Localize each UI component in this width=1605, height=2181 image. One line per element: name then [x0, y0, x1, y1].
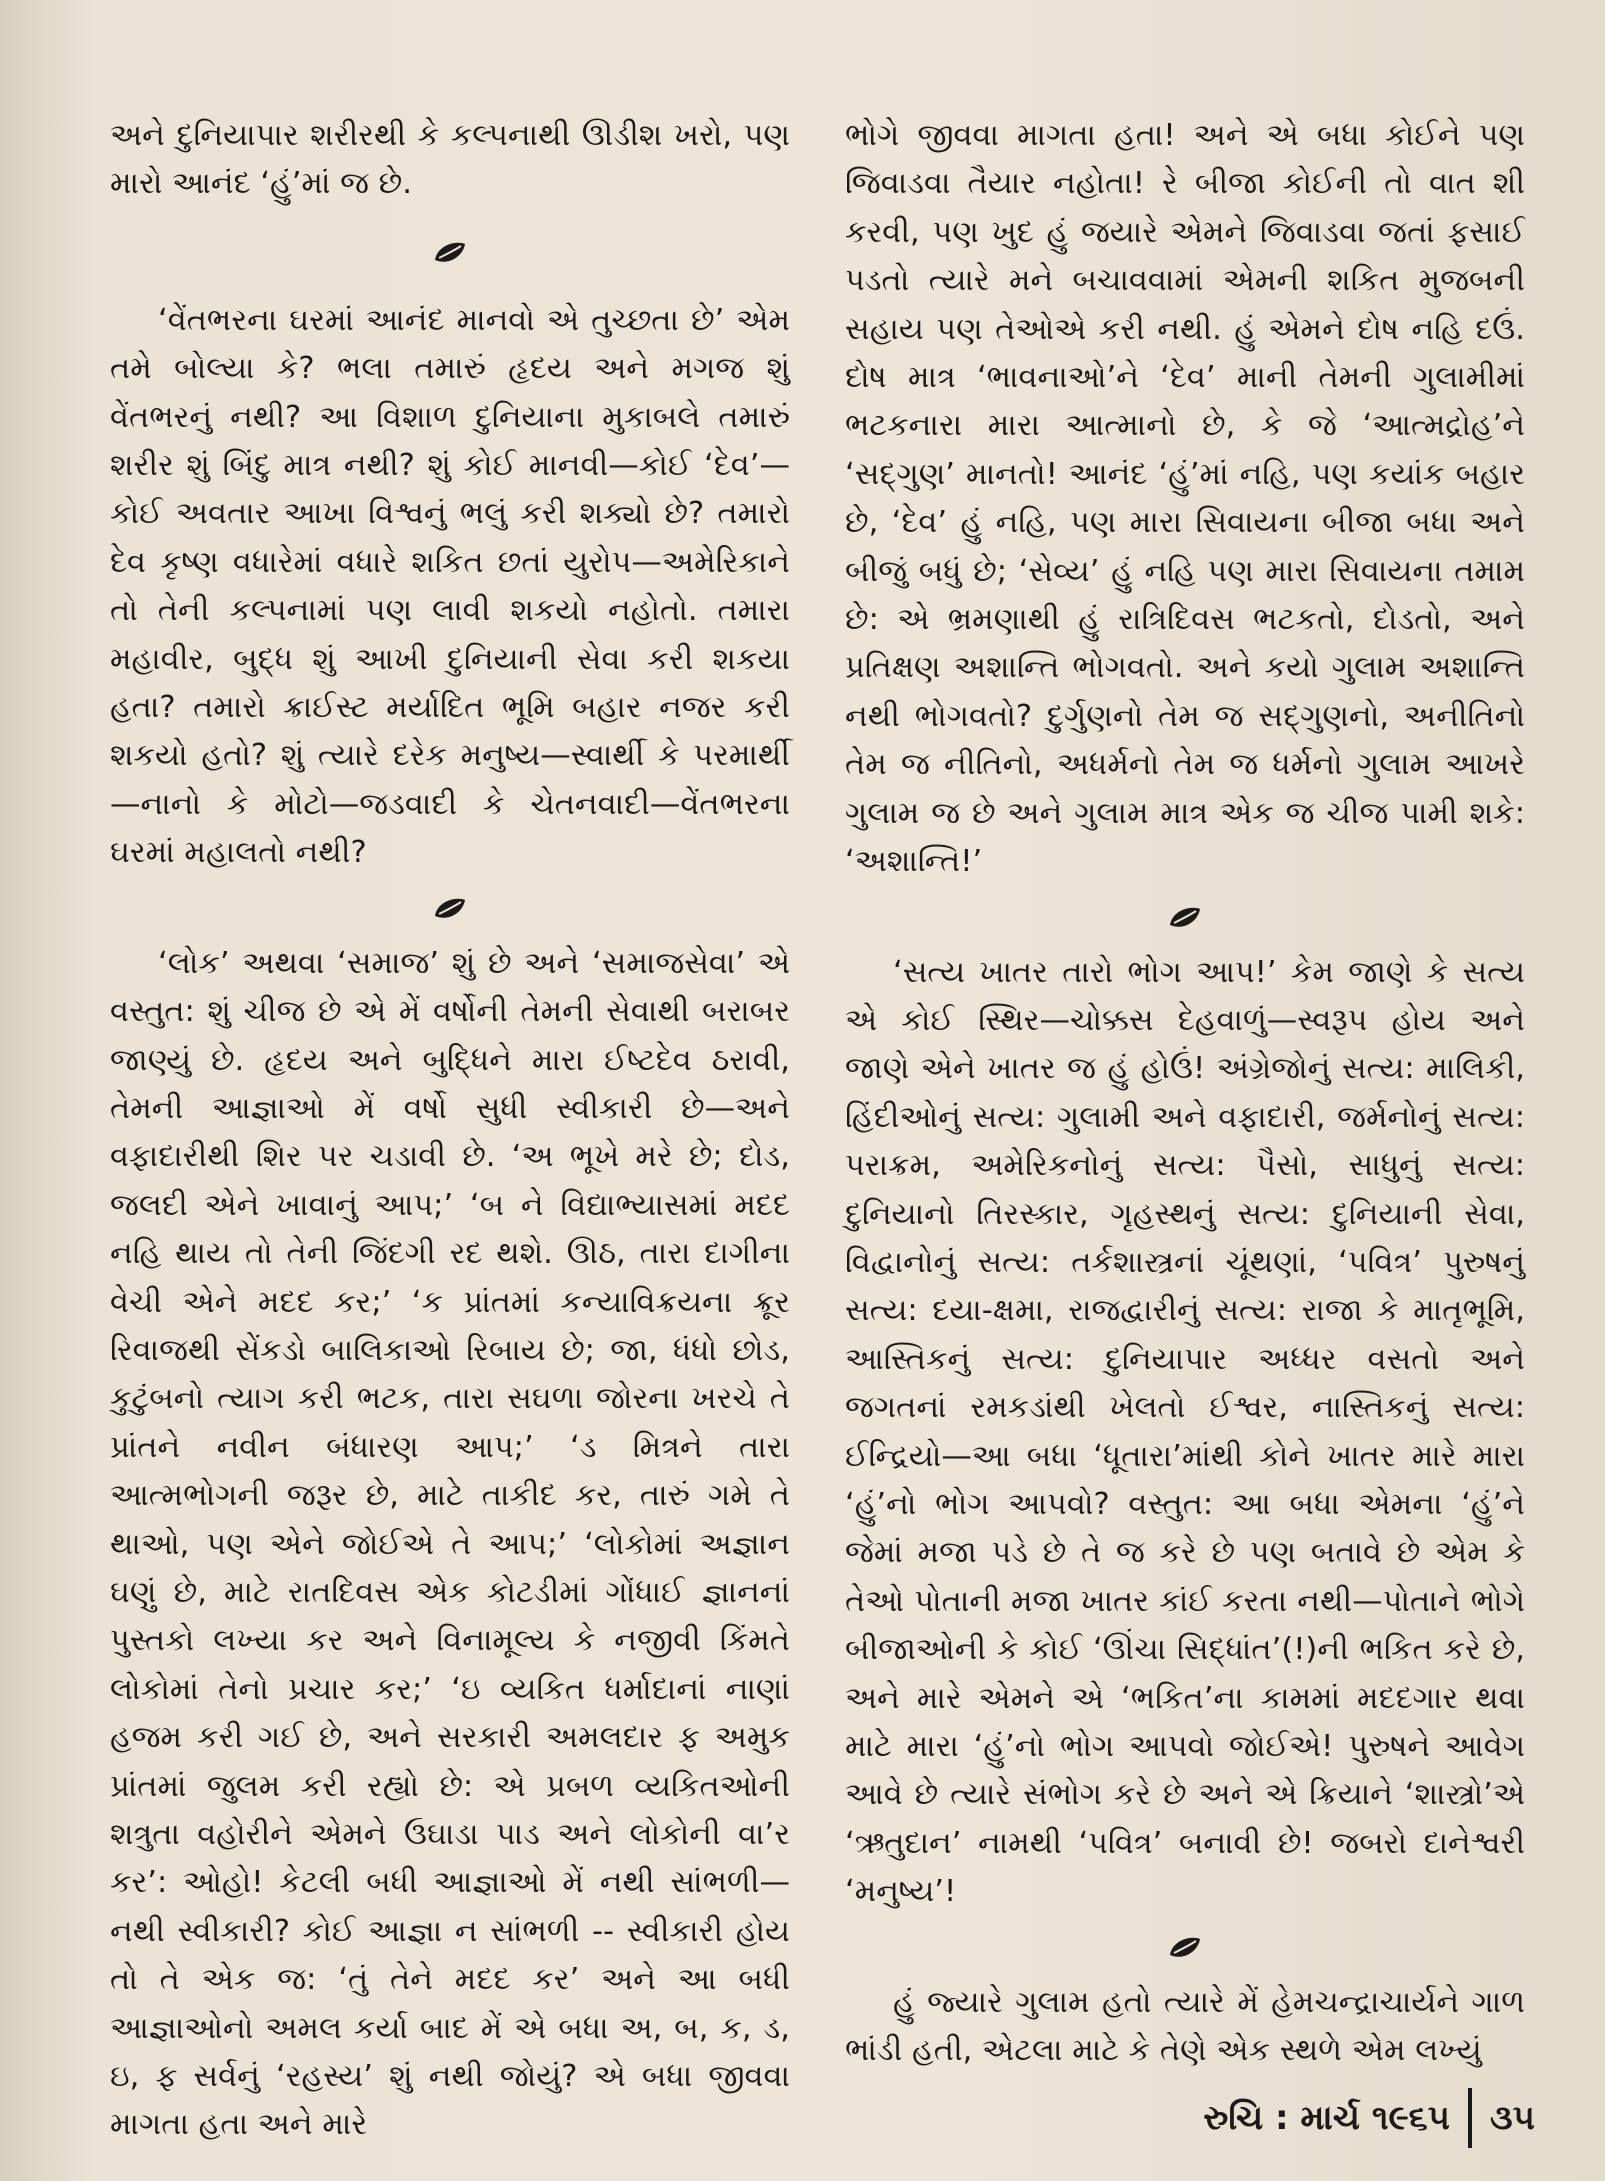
- leaf-ornament-icon: [1166, 903, 1204, 933]
- leaf-ornament-icon: [431, 238, 469, 268]
- paragraph: ‘લોક’ અથવા ‘સમાજ’ શું છે અને ‘સમાજસેવા’ એ વસ્તુત: શું ચીજ છે એ મેં વર્ષોની તેમની સેવાથી બરાબર જાણ્યું છે. હૃદય અને બુદ્ધિને મારા ઈષ્ટદેવ ઠરાવી, તેમની આજ્ઞાઓ મેં વર્ષો સુધી સ્વીકારી છે—અને વફાદારીથી શિર પર ચડાવી છે. ‘અ ભૂખે મરે છે; દોડ, જલદી એને ખાવાનું આપ;’ ‘બ ને વિદ્યાભ્યાસમાં મદદ નહિ થાય તો તેની જિંદગી રદ થશે. ઊઠ, તારા દાગીના વેચી એને મદદ કર;’ ‘ક પ્રાંતમાં કન્યાવિક્રયના ક્રૂર રિવાજથી સેંકડો બાલિકાઓ રિબાય છે; જા, ધંધો છોડ, કુટુંબનો ત્યાગ કરી ભટક, તારા સઘળા જોરના ખરચે તે પ્રાંતને નવીન બંધારણ આપ;’ ‘ડ મિત્રને તારા આત્મભોગની જરૂર છે, માટે તાકીદ કર, તારું ગમે તે થાઓ, પણ એને જોઈએ તે આપ;’ ‘લોકોમાં અજ્ઞાન ઘણું છે, માટે રાતદિવસ એક કોટડીમાં ગોંધાઈ જ્ઞાનનાં પુસ્તકો લખ્યા કર અને વિનામૂલ્ય કે નજીવી કિંમતે લોકોમાં તેનો પ્રચાર કર;’ ‘ઇ વ્યકિત ધર્માદાનાં નાણાં હજમ કરી ગઈ છે, અને સરકારી અમલદાર ફ અમુક પ્રાંતમાં જુલમ કરી રહ્યો છે: એ પ્રબળ વ્યકિતઓની શત્રુતા વહોરીને એમને ઉઘાડા પાડ અને લોકોની વા’ર કર’: ઓહો! કેટલી બધી આજ્ઞાઓ મેં નથી સાંભળી—નથી સ્વીકારી? કોઈ આજ્ઞા ન સાંભળી -- સ્વીકારી હોય તો તે એક જ: ‘તું તેને મદદ કર’ અને આ બધી આજ્ઞાઓનો અમલ કર્યા બાદ મેં એ બધા અ, બ, ક, ડ, ઇ, ફ સર્વનું ‘રહસ્ય’ શું નથી જોયું? એ બધા જીવવા માગતા હતા અને મારે: [110, 945, 790, 2143]
- paragraph: ‘સત્ય ખાતર તારો ભોગ આપ!’ કેમ જાણે કે સત્ય એ કોઈ સ્થિર—ચોક્કસ દેહવાળું—સ્વરૂપ હોય અને જાણે એને ખાતર જ હું હોઉં! અંગ્રેજોનું સત્ય: માલિકી, હિંદીઓનું સત્ય: ગુલામી અને વફાદારી, જર્મનોનું સત્ય: પરાક્રમ, અમેરિકનોનું સત્ય: પૈસો, સાધુનું સત્ય: દુનિયાનો તિરસ્કાર, ગૃહસ્થનું સત્ય: દુનિયાની સેવા, વિદ્વાનોનું સત્ય: તર્કશાસ્ત્રનાં ચૂંથણાં, ‘પવિત્ર’ પુરુષનું સત્ય: દયા-ક્ષમા, રાજદ્વારીનું સત્ય: રાજા કે માતૃભૂમિ, આસ્તિકનું સત્ય: દુનિયાપાર અધ્ધર વસતો અને જગતનાં રમકડાંથી ખેલતો ઈશ્વર, નાસ્તિકનું સત્ય: ઈન્દ્રિયો—આ બધા ‘ધૂતારા’માંથી કોને ખાતર મારે મારા ‘હું’નો ભોગ આપવો? વસ્તુત: આ બધા એમના ‘હું’ને જેમાં મજા પડે છે તે જ કરે છે પણ બતાવે છે એમ કે તેઓ પોતાની મજા ખાતર કાંઈ કરતા નથી—પોતાને ભોગે બીજાઓની કે કોઈ ‘ઊંચા સિદ્ધાંત’(!)ની ભકિત કરે છે, અને મારે એમને એ ‘ભકિત’ના કામમાં મદદગાર થવા માટે મારા ‘હું’નો ભોગ આપવો જોઈએ! પુરુષને આવેગ આવે છે ત્યારે સંભોગ કરે છે અને એ ક્રિયાને ‘શાસ્ત્રો’એ ‘ઋતુદાન’ નામથી ‘પવિત્ર’ બનાવી છે! જબરો દાનેશ્વરી ‘મનુષ્ય’!: [845, 954, 1525, 1910]
- leaf-ornament-icon: [1166, 1933, 1204, 1963]
- section-ornament: [845, 1917, 1525, 1979]
- paragraph: ભોગે જીવવા માગતા હતા! અને એ બધા કોઈને પણ જિવાડવા તૈયાર નહોતા! રે બીજા કોઈની તો વાત શી કરવી, પણ ખુદ હું જયારે એમને જિવાડવા જતાં ફસાઈ પડતો ત્યારે મને બચાવવામાં એમની શકિત મુજબની સહાય પણ તેઓએ કરી નથી. હું એમને દોષ નહિ દઉં. દોષ માત્ર ‘ભાવનાઓ’ને ‘દેવ’ માની તેમની ગુલામીમાં ભટકનારા મારા આત્માનો છે, કે જે ‘આત્મદ્રોહ’ને ‘સદ્ગુણ’ માનતો! આનંદ ‘હું’માં નહિ, પણ કયાંક બહાર છે, ‘દેવ’ હું નહિ, પણ મારા સિવાયના બીજા બધા અને બીજું બધું છે; ‘સેવ્ય’ હું નહિ પણ મારા સિવાયના તમામ છે: એ ભ્રમણાથી હું રાત્રિદિવસ ભટકતો, દોડતો, અને પ્રતિક્ષણ અશાન્તિ ભોગવતો. અને કયો ગુલામ અશાન્તિ નથી ભોગવતો? દુર્ગુણનો તેમ જ સદ્ગુણનો, અનીતિનો તેમ જ નીતિનો, અધર્મનો તેમ જ ધર્મનો ગુલામ આખરે ગુલામ જ છે અને ગુલામ માત્ર એક જ ચીજ પામી શકે: ‘અશાન્તિ!’: [845, 118, 1525, 880]
- paragraph: હું જ્યારે ગુલામ હતો ત્યારે મેં હેમચન્દ્રાચાર્યને ગાળ ભાંડી હતી, એટલા માટે કે તેણે એક સ્થળે એમ લખ્યું: [845, 1984, 1525, 2069]
- paragraph: ‘વેંતભરના ઘરમાં આનંદ માનવો એ તુચ્છતા છે’ એમ તમે બોલ્યા કે? ભલા તમારું હૃદય અને મગજ શું વેંતભરનું નથી? આ વિશાળ દુનિયાના મુકાબલે તમારું શરીર શું બિંદુ માત્ર નથી? શું કોઈ માનવી—કોઈ ‘દેવ’—કોઈ અવતાર આખા વિશ્વનું ભલું કરી શક્યો છે? તમારો દેવ કૃષ્ણ વધારેમાં વધારે શકિત છતાં યુરોપ—અમેરિકાને તો તેની કલ્પનામાં પણ લાવી શકયો નહોતો. તમારા મહાવીર, બુદ્ધ શું આખી દુનિયાની સેવા કરી શકયા હતા? તમારો ક્રાઈસ્ટ મર્યાદિત ભૂમિ બહાર નજર કરી શકયો હતો? શું ત્યારે દરેક મનુષ્ય—સ્વાર્થી કે પરમાર્થી—નાનો કે મોટો—જડવાદી કે ચેતનવાદી—વેંતભરના ઘરમાં મહાલતો નથી?: [110, 302, 790, 871]
- section-ornament: [845, 887, 1525, 949]
- page-number: ૩૫: [1490, 2098, 1535, 2138]
- page-footer: [1203, 2088, 1535, 2148]
- leaf-ornament-icon: [431, 894, 469, 924]
- left-column: [110, 112, 790, 2150]
- section-ornament: [110, 878, 790, 940]
- section-ornament: [110, 209, 790, 297]
- magazine-issue: રુચિ : માર્ચ ૧૯૬૫: [1203, 2098, 1451, 2138]
- footer-divider: [1468, 2088, 1472, 2148]
- paragraph: અને દુનિયાપાર શરીરથી કે કલ્પનાથી ઊડીશ ખરો, પણ મારો આનંદ ‘હું’માં જ છે.: [110, 118, 790, 202]
- right-column: [845, 112, 1525, 2075]
